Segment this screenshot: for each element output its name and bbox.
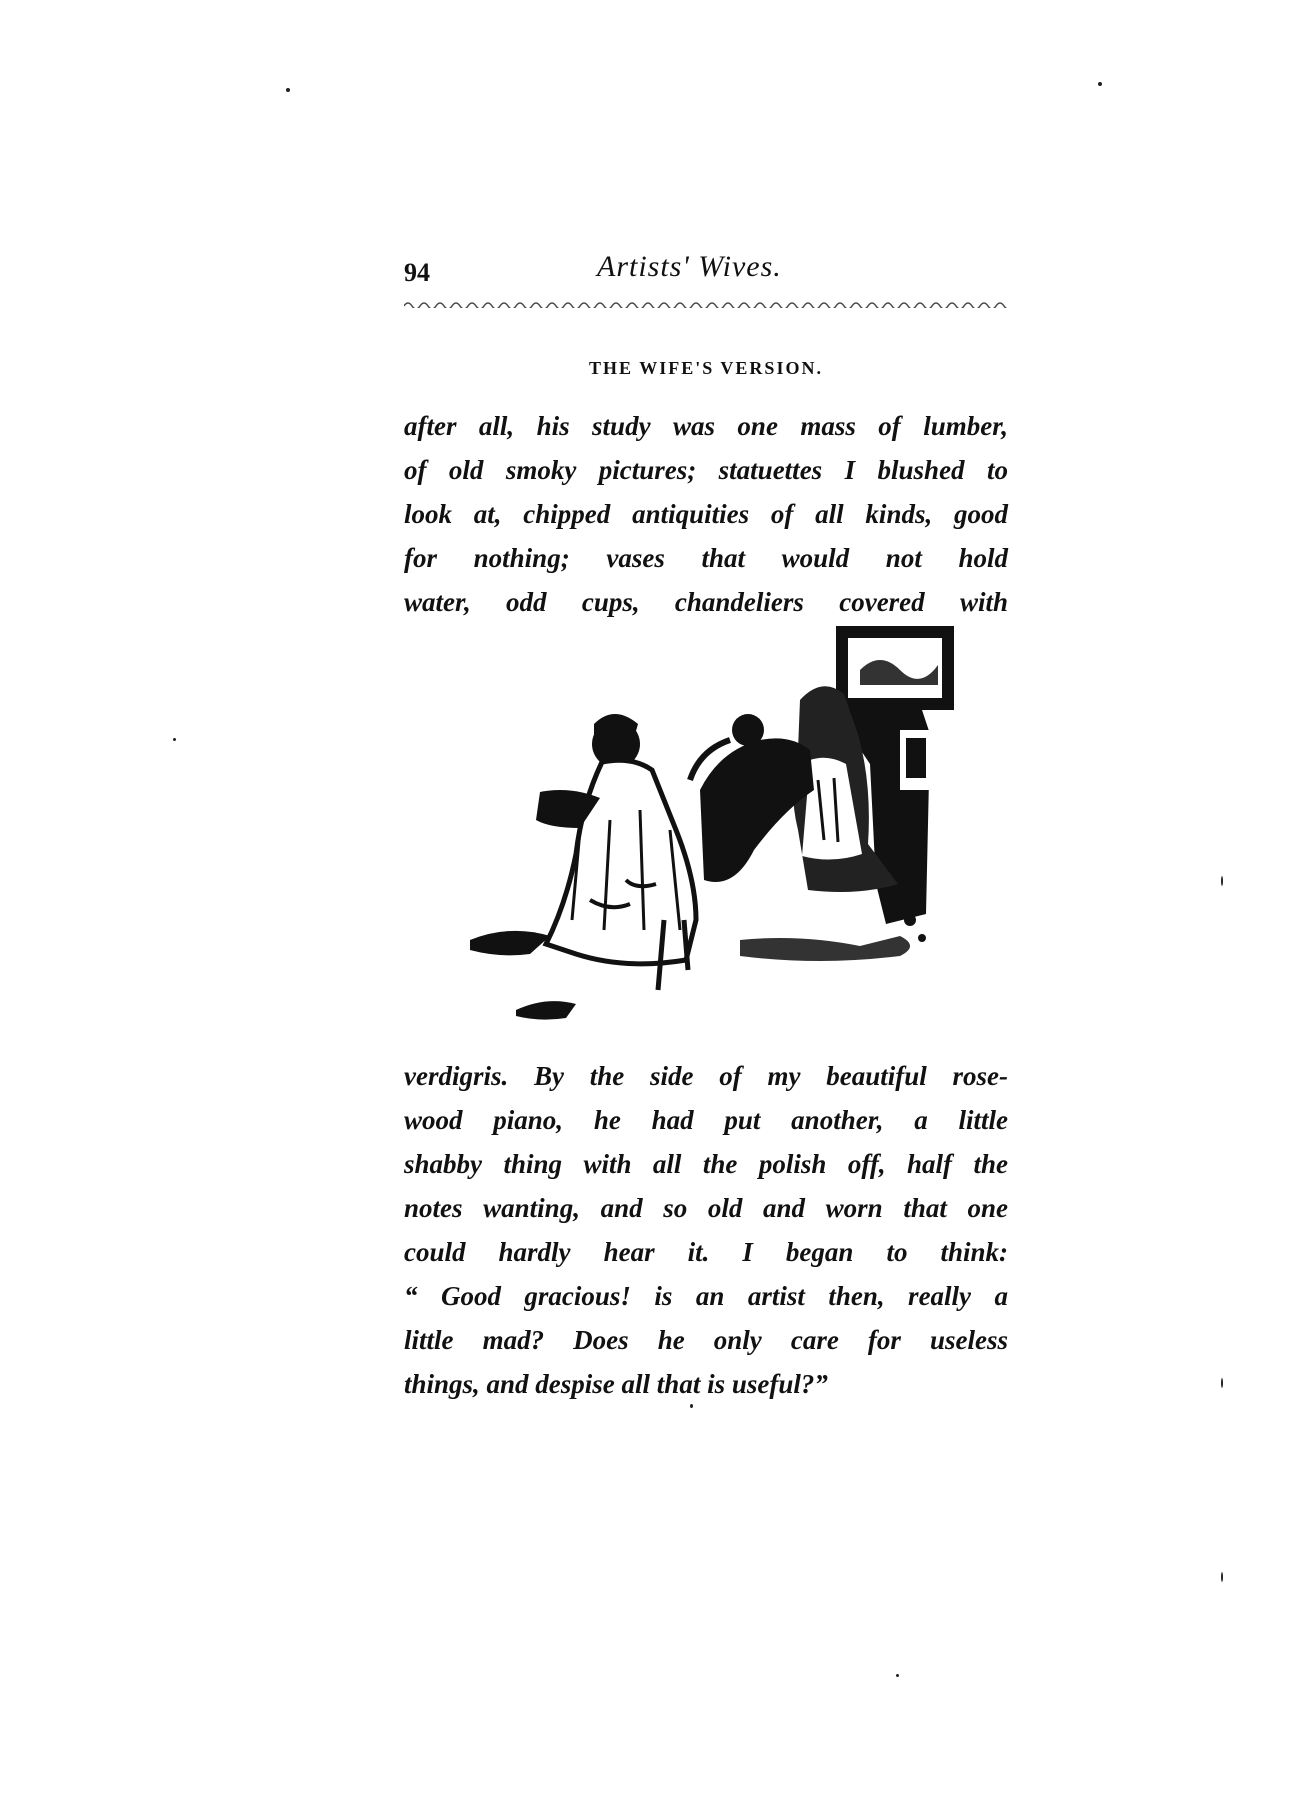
scan-speck — [1221, 1378, 1223, 1388]
paragraph-line: wood piano, he had put another, a little — [404, 1105, 1008, 1135]
paragraph-line: could hardly hear it. I began to think: — [404, 1237, 1008, 1267]
paragraph-line: look at, chipped antiquities of all kinds, good — [404, 499, 1008, 529]
scan-speck — [286, 88, 290, 92]
paragraph-top — [404, 404, 1008, 624]
paragraph-line: “ Good gracious! is an artist then, really a — [404, 1281, 1008, 1311]
paragraph-line: for nothing; vases that would not hold — [404, 543, 1008, 573]
paragraph-line: water, odd cups, chandeliers covered with — [404, 587, 1008, 617]
section-heading: THE WIFE'S VERSION. — [589, 358, 823, 378]
running-title: Artists' Wives. — [597, 250, 782, 283]
scan-speck — [896, 1674, 899, 1677]
paragraph-line: verdigris. By the side of my beautiful rose- — [404, 1061, 1008, 1091]
paragraph-line: after all, his study was one mass of lumber, — [404, 411, 1008, 441]
engraving-illustration — [430, 620, 990, 1040]
paragraph-line: things, and despise all that is useful?” — [404, 1369, 828, 1399]
paragraph-line: shabby thing with all the polish off, half the — [404, 1149, 1008, 1179]
page-number: 94 — [404, 258, 430, 287]
scan-speck — [1221, 1572, 1223, 1582]
paragraph-line: notes wanting, and so old and worn that one — [404, 1193, 1008, 1223]
paragraph-bottom — [404, 1054, 1008, 1406]
decorative-wavy-rule — [404, 300, 1008, 308]
paragraph-line: little mad? Does he only care for useless — [404, 1325, 1008, 1355]
scan-speck — [173, 738, 176, 741]
scan-speck — [690, 1404, 693, 1408]
scan-speck — [1221, 876, 1223, 886]
scan-speck — [1098, 82, 1102, 86]
paragraph-line: of old smoky pictures; statuettes I blushed to — [404, 455, 1008, 485]
